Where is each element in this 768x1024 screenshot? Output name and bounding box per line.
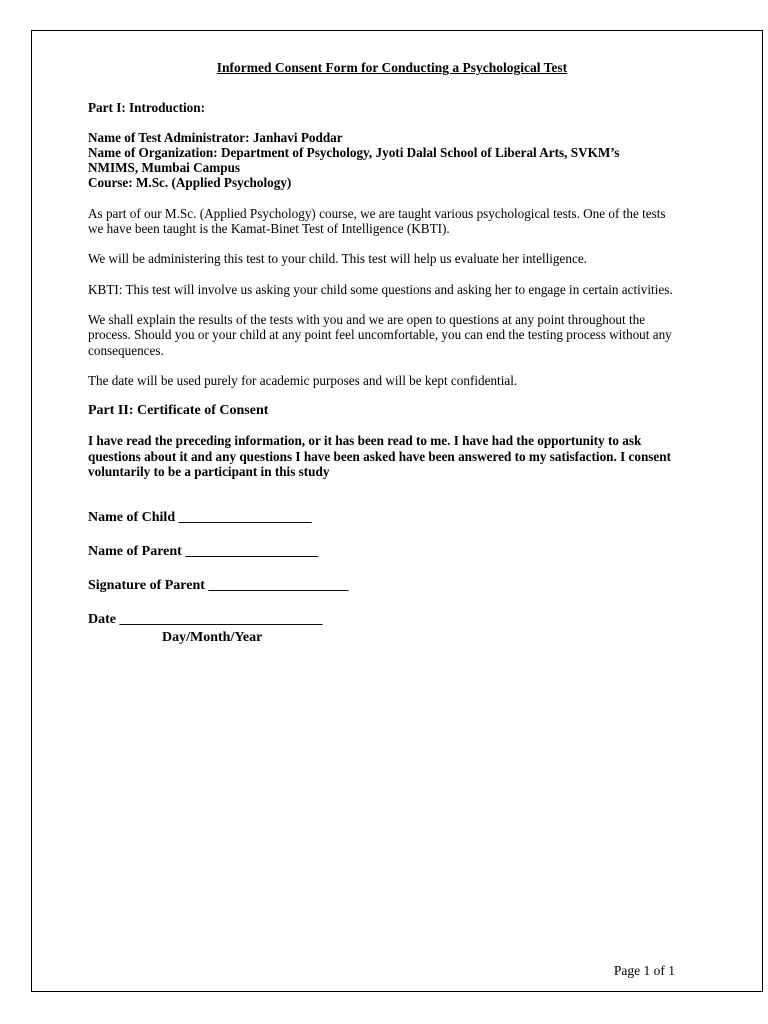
parent-name-field[interactable]: Name of Parent ___________________ (88, 544, 319, 560)
document-body (88, 60, 678, 646)
date-format-hint: Day/Month/Year (162, 630, 263, 646)
confidentiality-paragraph: The date will be used purely for academic purposes and will be kept confidential. (88, 372, 518, 388)
document-title: Informed Consent Form for Conducting a Psychological Test (216, 60, 568, 75)
administering-paragraph: We will be administering this test to your child. This test will help us evaluate her intelligence. (88, 251, 587, 267)
child-name-field[interactable]: Name of Child ___________________ (88, 510, 312, 526)
kbti-paragraph: KBTI: This test will involve us asking your child some questions and asking her to engage in certain activities. (88, 281, 673, 297)
results-paragraph: We shall explain the results of the tests with you and we are open to questions at any point throughout the process. Should you or your child at any point feel uncomfortable, you can end the testing process without any consequences. (88, 311, 672, 358)
intro-paragraph: As part of our M.Sc. (Applied Psychology) course, we are taught various psychological tests. One of the tests we have been taught is the Kamat-Binet Test of Intelligence (KBTI). (88, 205, 666, 237)
parent-signature-field[interactable]: Signature of Parent ____________________ (88, 578, 349, 594)
info-block (88, 130, 678, 191)
part1-heading: Part I: Introduction: (88, 100, 205, 116)
page-number: Page 1 of 1 (613, 963, 675, 978)
date-field[interactable]: Date _____________________________ (88, 612, 323, 628)
organization-line-2: NMIMS, Mumbai Campus (88, 160, 241, 176)
course: Course: M.Sc. (Applied Psychology) (88, 175, 292, 191)
consent-statement: I have read the preceding information, or it has been read to me. I have had the opportunity to ask questions about it and any questions I have been asked have been answered to my satisfaction. I consent voluntarily to be a participant in this study (88, 433, 672, 480)
test-administrator: Name of Test Administrator: Janhavi Poddar (88, 129, 343, 145)
organization-line-1: Name of Organization: Department of Psychology, Jyoti Dalal School of Liberal Arts, SVKM’s (88, 144, 620, 160)
part2-heading: Part II: Certificate of Consent (88, 403, 269, 419)
